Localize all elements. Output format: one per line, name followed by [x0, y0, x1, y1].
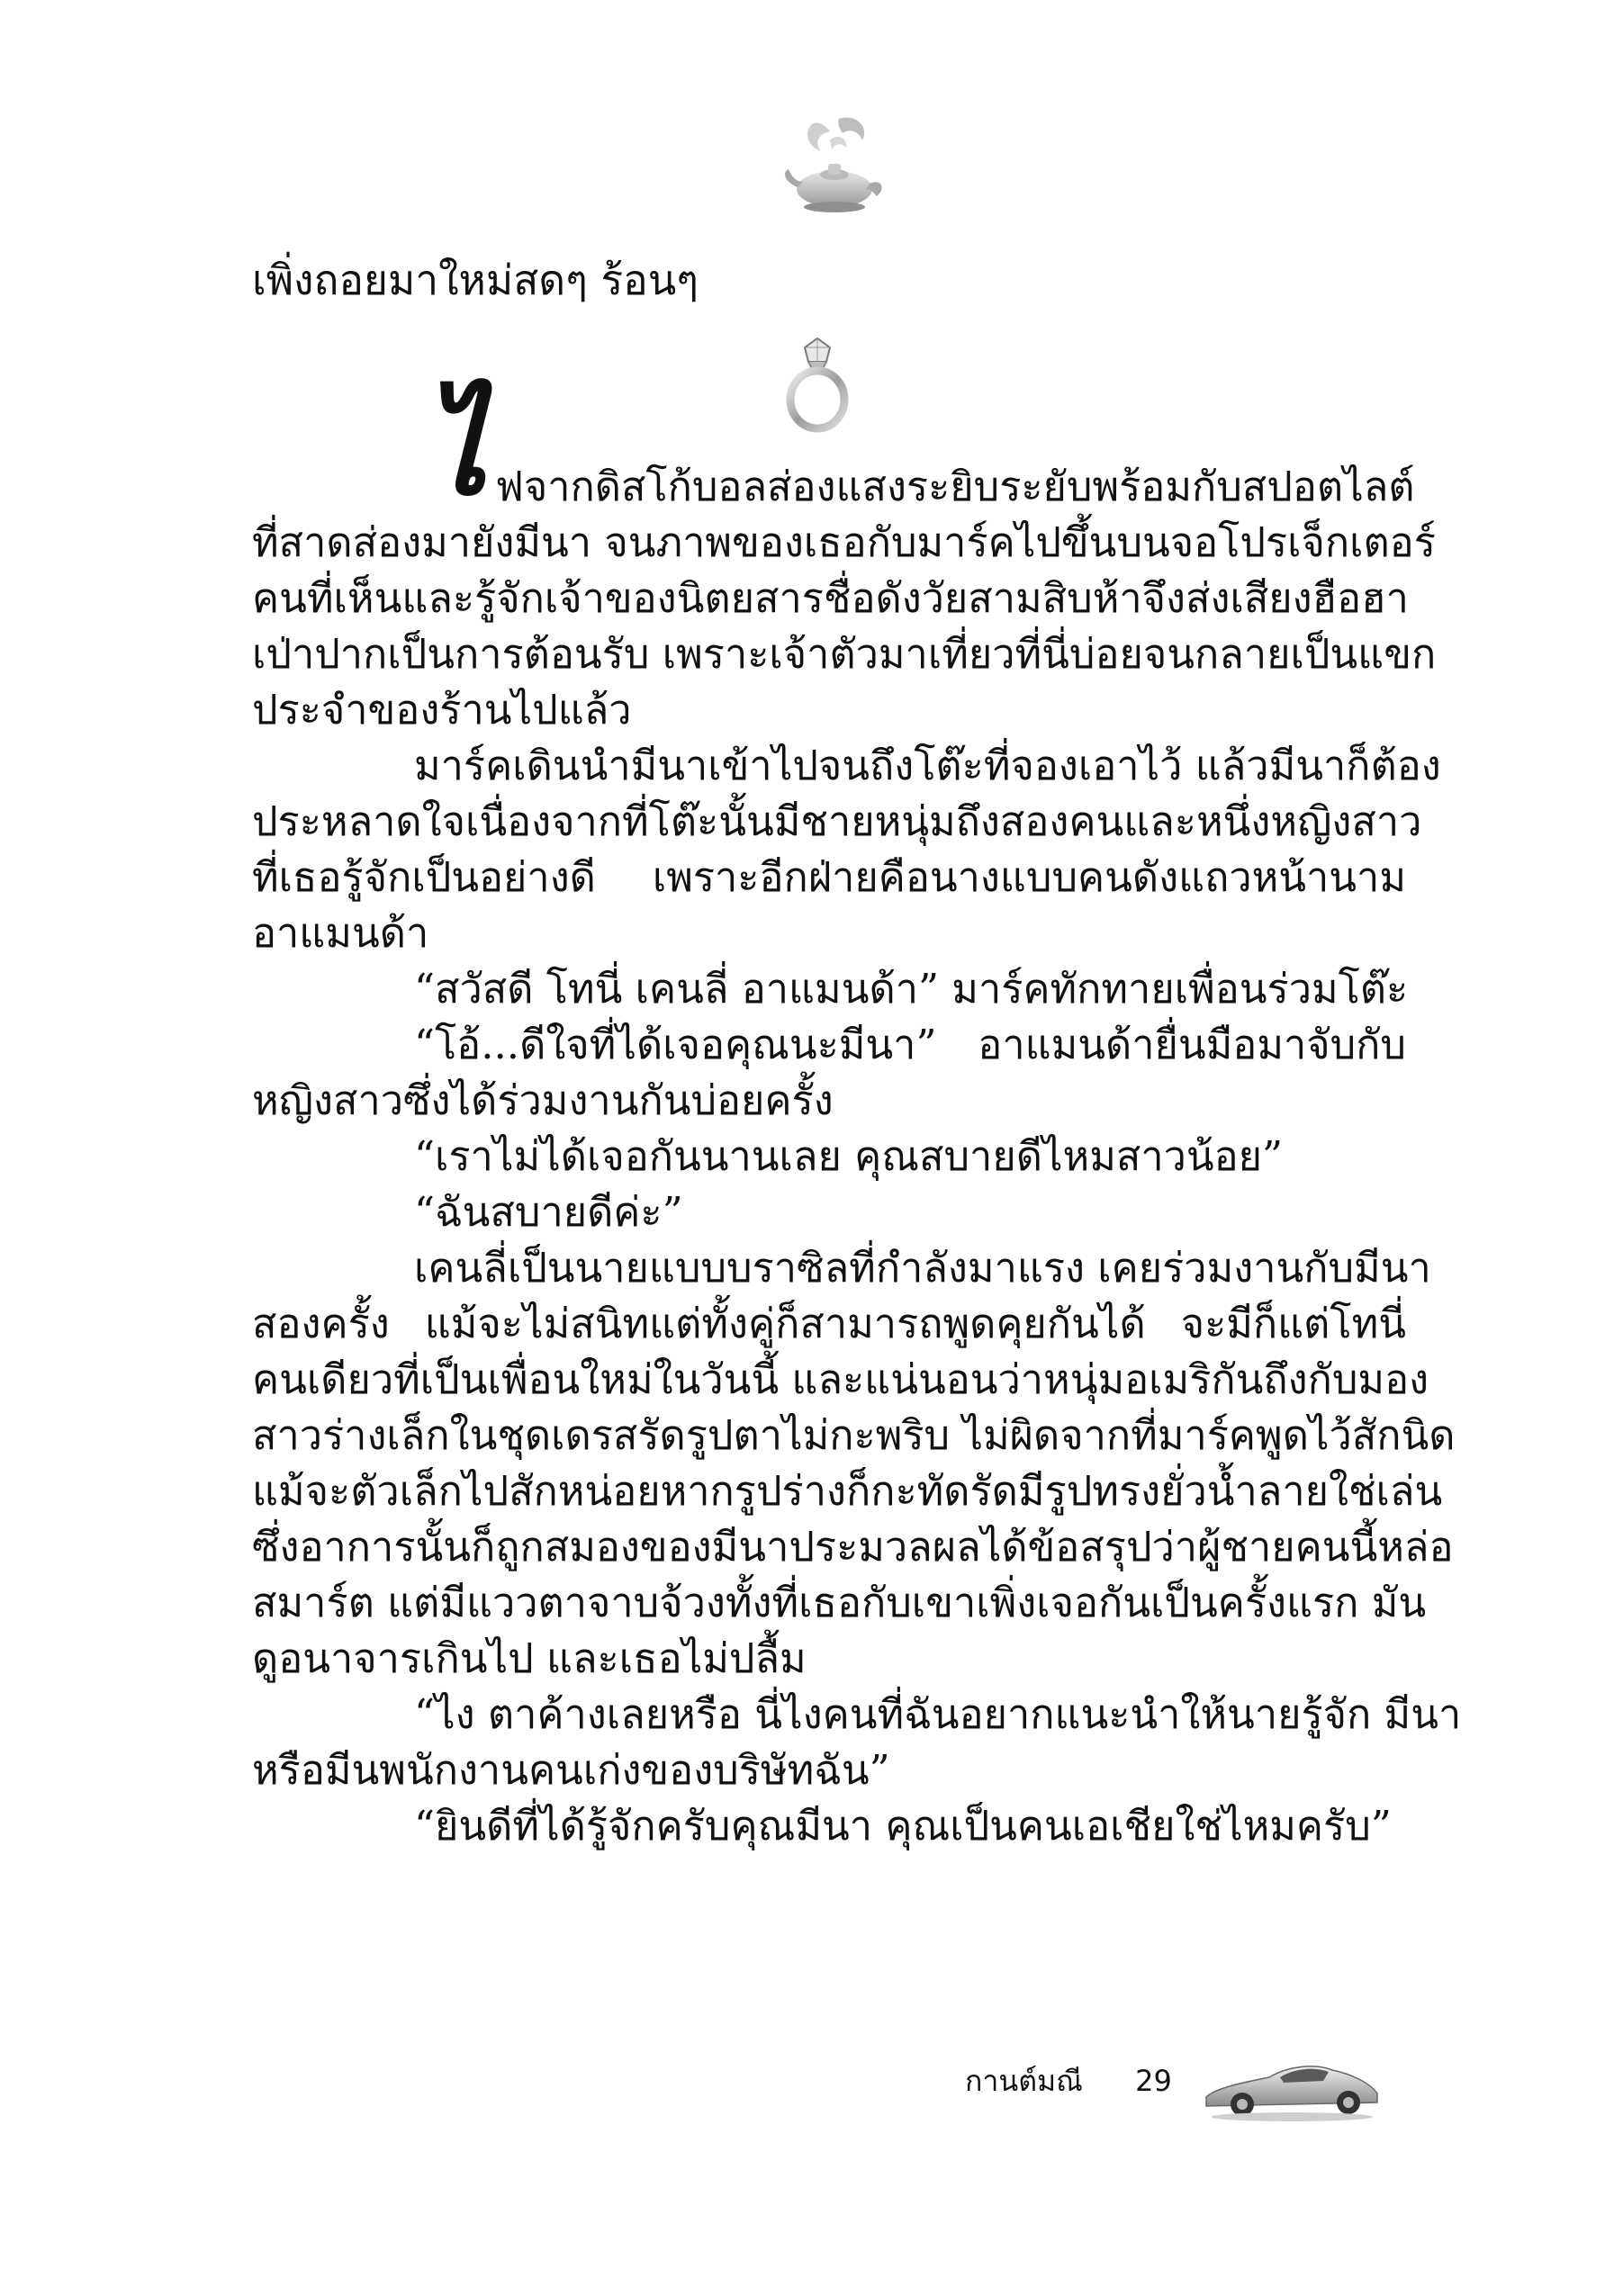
- text-line: “โอ้...ดีใจที่ได้เจอคุณนะมีนา” อาแมนด้ายื่นมือมาจับกับ: [414, 1021, 1406, 1068]
- teapot-icon: [776, 106, 893, 223]
- text-line: ซึ่งอาการนั้นก็ถูกสมองของมีนาประมวลผลได้ข้อสรุปว่าผู้ชายคนนี้หล่อ: [252, 1523, 1454, 1571]
- text-line: หญิงสาวซึ่งได้ร่วมงานกันบ่อยครั้ง: [252, 1076, 834, 1124]
- text-line: สองครั้ง แม้จะไม่สนิทแต่ทั้งคู่ก็สามารถพูดคุยกันได้ จะมีก็แต่โทนี่: [252, 1300, 1406, 1347]
- author-name: กานต์มณี: [965, 2064, 1083, 2098]
- drop-cap: ไ: [423, 376, 487, 524]
- text-line: เป่าปากเป็นการต้อนรับ เพราะเจ้าตัวมาเที่ยวที่นี่บ่อยจนกลายเป็นแขก: [252, 630, 1437, 678]
- text-line: อาแมนด้า: [252, 909, 429, 957]
- page-footer: [965, 2063, 1172, 2099]
- ring-icon: [781, 335, 853, 434]
- text-line: “เราไม่ได้เจอกันนานเลย คุณสบายดีไหมสาวน้อย”: [414, 1132, 1284, 1180]
- text-line: ที่เธอรู้จักเป็นอย่างดี เพราะอีกฝ่ายคือนางแบบคนดังแถวหน้านาม: [252, 853, 1406, 901]
- text-line: “ฉันสบายดีค่ะ”: [414, 1188, 683, 1236]
- body-text: [252, 515, 1462, 1854]
- page-number: 29: [1135, 2064, 1172, 2098]
- text-line: เคนลี่เป็นนายแบบบราซิลที่กำลังมาแรง เคยร่วมงานกับมีนา: [414, 1244, 1431, 1292]
- text-line: ประหลาดใจเนื่องจากที่โต๊ะนั้นมีชายหนุ่มถึงสองคนและหนึ่งหญิงสาว: [252, 797, 1422, 845]
- text-line: “ไง ตาค้างเลยหรือ นี่ไงคนที่ฉันอยากแนะนำให้นายรู้จัก มีนา: [414, 1690, 1462, 1738]
- text-line: สมาร์ต แต่มีแววตาจาบจ้วงทั้งที่เธอกับเขาเพิ่งเจอกันเป็นครั้งแรก มัน: [252, 1579, 1427, 1626]
- text-line: หรือมีนพนักงานคนเก่งของบริษัทฉัน”: [252, 1746, 890, 1794]
- text-line: คนที่เห็นและรู้จักเจ้าของนิตยสารชื่อดังวัยสามสิบห้าจึงส่งเสียงฮือฮา: [252, 574, 1409, 622]
- section-title: เพิ่งถอยมาใหม่สดๆ ร้อนๆ: [252, 256, 699, 304]
- text-line: แม้จะตัวเล็กไปสักหน่อยหากรูปร่างก็กะทัดรัดมีรูปทรงยั่วน้ำลายใช่เล่น: [252, 1467, 1443, 1515]
- text-line: ที่สาดส่องมายังมีนา จนภาพของเธอกับมาร์คไปขึ้นบนจอโปรเจ็กเตอร์: [252, 518, 1436, 566]
- text-line: สาวร่างเล็กในชุดเดรสรัดรูปตาไม่กะพริบ ไม่ผิดจากที่มาร์คพูดไว้สักนิด: [252, 1411, 1456, 1459]
- car-icon: [1197, 2043, 1386, 2124]
- text-line: “สวัสดี โทนี่ เคนลี่ อาแมนด้า” มาร์คทักทายเพื่อนร่วมโต๊ะ: [414, 965, 1409, 1013]
- paragraph-first-line: ฟจากดิสโก้บอลส่องแสงระยิบระยับพร้อมกับสปอตไลต์: [495, 463, 1415, 510]
- text-line: ประจำของร้านไปแล้ว: [252, 686, 632, 734]
- text-line: มาร์คเดินนำมีนาเข้าไปจนถึงโต๊ะที่จองเอาไว้ แล้วมีนาก็ต้อง: [414, 742, 1441, 789]
- text-line: “ยินดีที่ได้รู้จักครับคุณมีนา คุณเป็นคนเอเชียใช่ไหมครับ”: [414, 1802, 1392, 1850]
- text-line: ดูอนาจารเกินไป และเธอไม่ปลื้ม: [252, 1634, 807, 1682]
- text-line: คนเดียวที่เป็นเพื่อนใหม่ในวันนี้ และแน่นอนว่าหนุ่มอเมริกันถึงกับมอง: [252, 1355, 1429, 1403]
